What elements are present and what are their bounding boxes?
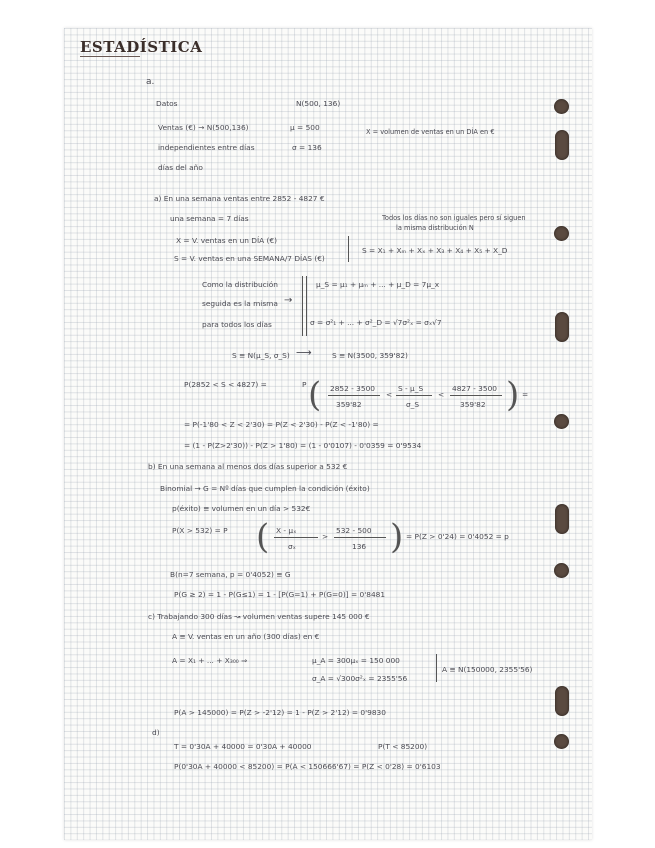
- x-daily-def: X = V. ventas en un DÍA (€): [176, 236, 278, 245]
- sigma-a: σ_A = √300σ²ₓ = 2355'56: [312, 674, 408, 683]
- mean-formula: μ_S = μ₁ + μₘ + ... + μ_D = 7μ_x: [316, 280, 440, 289]
- lt-sign-1: <: [386, 390, 393, 399]
- ventas-label: Ventas (€) → N(500,136): [158, 123, 249, 132]
- a-distribution: A ≡ N(150000, 2355'56): [442, 665, 533, 674]
- frac3-num: 4827 - 3500: [452, 384, 497, 393]
- prob-b-lhs: P(X > 532) = P: [172, 526, 228, 535]
- frac2-line: [396, 395, 432, 396]
- title-underline: [80, 56, 140, 57]
- prob-b-result: = P(Z > 0'24) = 0'4052 = p: [406, 532, 509, 541]
- fracb1-den: σₓ: [288, 542, 296, 551]
- lt-sign-2: <: [438, 390, 445, 399]
- t-definition: T = 0'30A + 40000 = 0'30A + 40000: [174, 742, 312, 751]
- binder-hole: [554, 734, 569, 749]
- open-paren: (: [308, 375, 322, 415]
- prob-t: P(T < 85200): [378, 742, 428, 751]
- note-line-2: la misma distribución N: [396, 224, 474, 232]
- como-line-3: para todos los días: [202, 320, 272, 329]
- arrow-right: →: [284, 295, 293, 306]
- divider-bar: [306, 276, 307, 336]
- mu-value: μ = 500: [290, 123, 320, 132]
- sum-formula: S = X₁ + Xₘ + Xₓ + X₃ + X₄ + X₅ + X_D: [362, 246, 508, 255]
- week-line: una semana = 7 días: [170, 214, 249, 223]
- d-label: d): [152, 728, 160, 737]
- frac3-line: [450, 395, 502, 396]
- binder-hole: [554, 226, 569, 241]
- binder-hole: [554, 414, 569, 429]
- fracb2-num: 532 - 500: [336, 526, 372, 535]
- binder-hole: [555, 686, 569, 716]
- page-title: ESTADÍSTICA: [80, 38, 203, 56]
- como-line-1: Como la distribución: [202, 280, 278, 289]
- p-exit-line: p(éxito) ≡ volumen en un día > 532€: [172, 504, 311, 513]
- open-paren: (: [256, 517, 270, 557]
- frac1-line: [328, 395, 380, 396]
- independence-label: independientes entre días: [158, 143, 255, 152]
- como-line-2: seguida es la misma: [202, 299, 278, 308]
- question-c: c) Trabajando 300 días ↝ volumen ventas supere 145 000 €: [148, 612, 370, 621]
- fracb1-line: [274, 537, 318, 538]
- prob-a-result: P(A > 145000) = P(Z > -2'12) = 1 - P(Z > 2'12) = 0'9830: [174, 708, 386, 717]
- s-weekly-def: S = V. ventas en una SEMANA/7 DÍAS (€): [174, 254, 325, 263]
- binomial-line: Binomial → G = Nº días que cumplen la condición (éxito): [160, 484, 370, 493]
- frac2-num: S - μ_S: [398, 384, 424, 393]
- binder-hole: [555, 504, 569, 534]
- question-b: b) En una semana al menos dos días superior a 532 €: [148, 462, 348, 471]
- prob-a-lhs: P(2852 < S < 4827) =: [184, 380, 267, 389]
- a-sum: A = X₁ + ... + X₃₀₀ ⇒: [172, 656, 248, 665]
- frac2-den: σ_S: [406, 400, 420, 409]
- close-paren: ): [390, 517, 404, 557]
- datos-label: Datos: [156, 99, 178, 108]
- variance-formula: σ = σ²₁ + ... + σ²_D = √7σ²ₓ = σₓ√7: [310, 318, 442, 327]
- result-a-line-1: = P(-1'80 < Z < 2'30) = P(Z < 2'30) - P(Z < -1'80) =: [184, 420, 379, 429]
- notebook-sheet: [64, 28, 592, 840]
- brace: [436, 654, 437, 682]
- prob-a-p: P: [302, 380, 307, 389]
- binder-hole: [554, 563, 569, 578]
- datos-dist: N(500, 136): [296, 99, 341, 108]
- gt-sign: >: [322, 532, 329, 541]
- prob-g-line: P(G ≥ 2) = 1 - P(G≤1) = 1 - [P(G=1) + P(G=0)] = 0'8481: [174, 590, 386, 599]
- prob-d-result: P(0'30A + 40000 < 85200) = P(A < 150666'67) = P(Z < 0'28) = 0'6103: [174, 762, 441, 771]
- question-a: a) En una semana ventas entre 2852 - 4827 €: [154, 194, 325, 203]
- note-line-1: Todos los días no son iguales pero sí siguen: [382, 214, 526, 222]
- sigma-value: σ = 136: [292, 143, 322, 152]
- mu-a: μ_A = 300μₓ = 150 000: [312, 656, 400, 665]
- section-a-label: a.: [146, 77, 155, 87]
- binder-hole: [555, 130, 569, 160]
- binder-hole: [555, 312, 569, 342]
- brace: [348, 236, 349, 262]
- result-a-line-2: = (1 - P(Z>2'30)) - P(Z > 1'80) = (1 - 0'0107) - 0'0359 = 0'9534: [184, 441, 422, 450]
- days-label: días del año: [158, 163, 203, 172]
- fracb1-num: X - μₓ: [276, 526, 297, 535]
- dist-s-params: S ≡ N(μ_S, σ_S): [232, 351, 290, 360]
- long-arrow: ⟶: [296, 346, 312, 359]
- fracb2-line: [334, 537, 386, 538]
- frac1-den: 359'82: [336, 400, 362, 409]
- frac3-den: 359'82: [460, 400, 486, 409]
- dist-s-values: S ≡ N(3500, 359'82): [332, 351, 408, 360]
- binomial-dist: B(n=7 semana, p = 0'4052) ≡ G: [170, 570, 291, 579]
- binder-hole: [554, 99, 569, 114]
- frac1-num: 2852 - 3500: [330, 384, 375, 393]
- a-definition: A ≡ V. ventas en un año (300 días) en €: [172, 632, 320, 641]
- equals-sign: =: [522, 390, 529, 399]
- x-definition: X = volumen de ventas en un DÍA en €: [366, 128, 495, 136]
- divider-bar: [302, 276, 303, 336]
- fracb2-den: 136: [352, 542, 367, 551]
- close-paren: ): [506, 375, 520, 415]
